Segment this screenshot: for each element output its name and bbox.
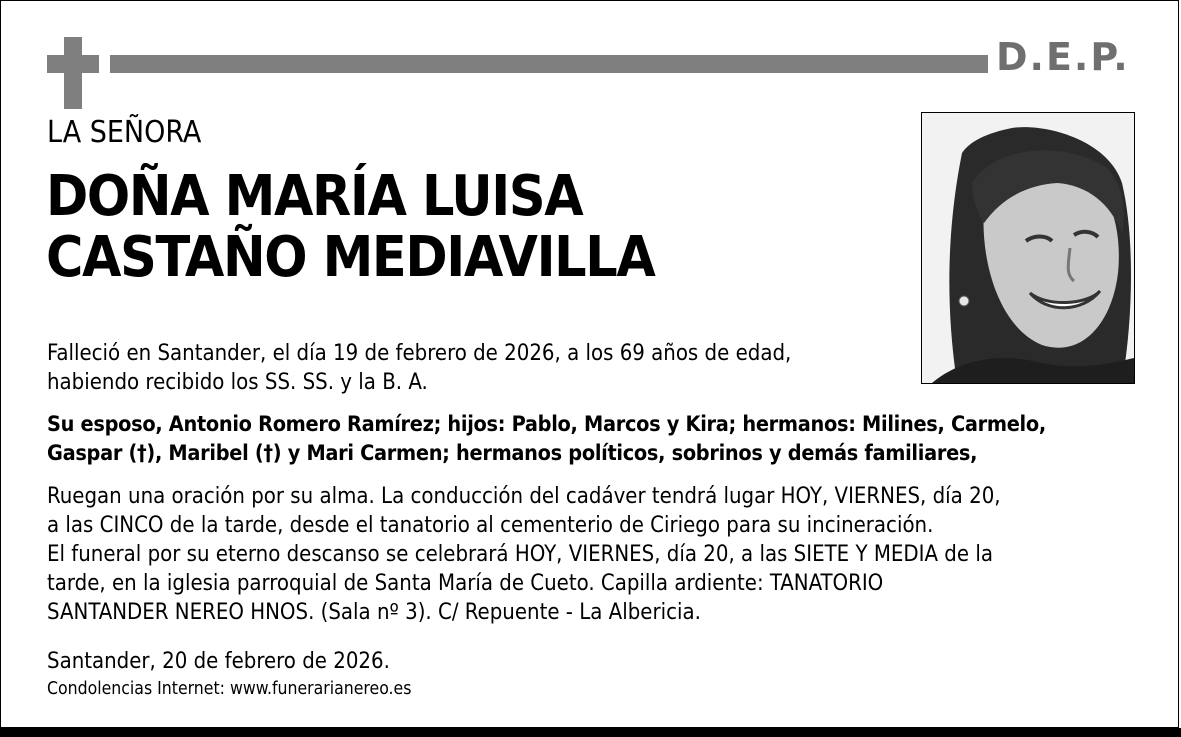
text-line: tarde, en la iglesia parroquial de Santa María de Cueto. Capilla ardiente: TANATORIO xyxy=(47,571,884,596)
place-date: Santander, 20 de febrero de 2026. xyxy=(47,649,390,674)
cross-icon-arm xyxy=(47,55,99,73)
text-line: El funeral por su eterno descanso se celebrará HOY, VIERNES, día 20, a las SIETE Y MEDIA de la xyxy=(47,542,993,567)
family-list xyxy=(47,410,1046,468)
dep-label: D.E.P. xyxy=(996,35,1130,79)
text-line: Ruegan una oración por su alma. La conducción del cadáver tendrá lugar HOY, VIERNES, día 20, xyxy=(47,484,1001,509)
service-details xyxy=(47,482,1001,627)
honorific: LA SEÑORA xyxy=(47,115,202,150)
deceased-name xyxy=(46,166,654,288)
text-line: Su esposo, Antonio Romero Ramírez; hijos: Pablo, Marcos y Kira; hermanos: Milines, Carmelo, xyxy=(47,412,1046,437)
name-line: CASTAÑO MEDIAVILLA xyxy=(46,225,655,290)
text-line: habiendo recibido los SS. SS. y la B. A. xyxy=(47,370,428,395)
text-line: Gaspar (†), Maribel (†) y Mari Carmen; hermanos políticos, sobrinos y demás familiares, xyxy=(47,441,978,466)
bottom-rule xyxy=(0,728,1181,737)
cross-icon xyxy=(64,37,82,109)
deceased-photo xyxy=(921,112,1135,384)
portrait-image xyxy=(922,113,1134,383)
death-announcement xyxy=(47,339,791,397)
text-line: Falleció en Santander, el día 19 de febrero de 2026, a los 69 años de edad, xyxy=(47,341,792,366)
condolences-link: Condolencias Internet: www.funerarianereo.es xyxy=(47,679,412,699)
header-rule xyxy=(110,55,988,73)
name-line: DOÑA MARÍA LUISA xyxy=(46,164,583,229)
text-line: a las CINCO de la tarde, desde el tanatorio al cementerio de Ciriego para su incineración. xyxy=(47,513,934,538)
text-line: SANTANDER NEREO HNOS. (Sala nº 3). C/ Repuente - La Albericia. xyxy=(47,600,701,625)
